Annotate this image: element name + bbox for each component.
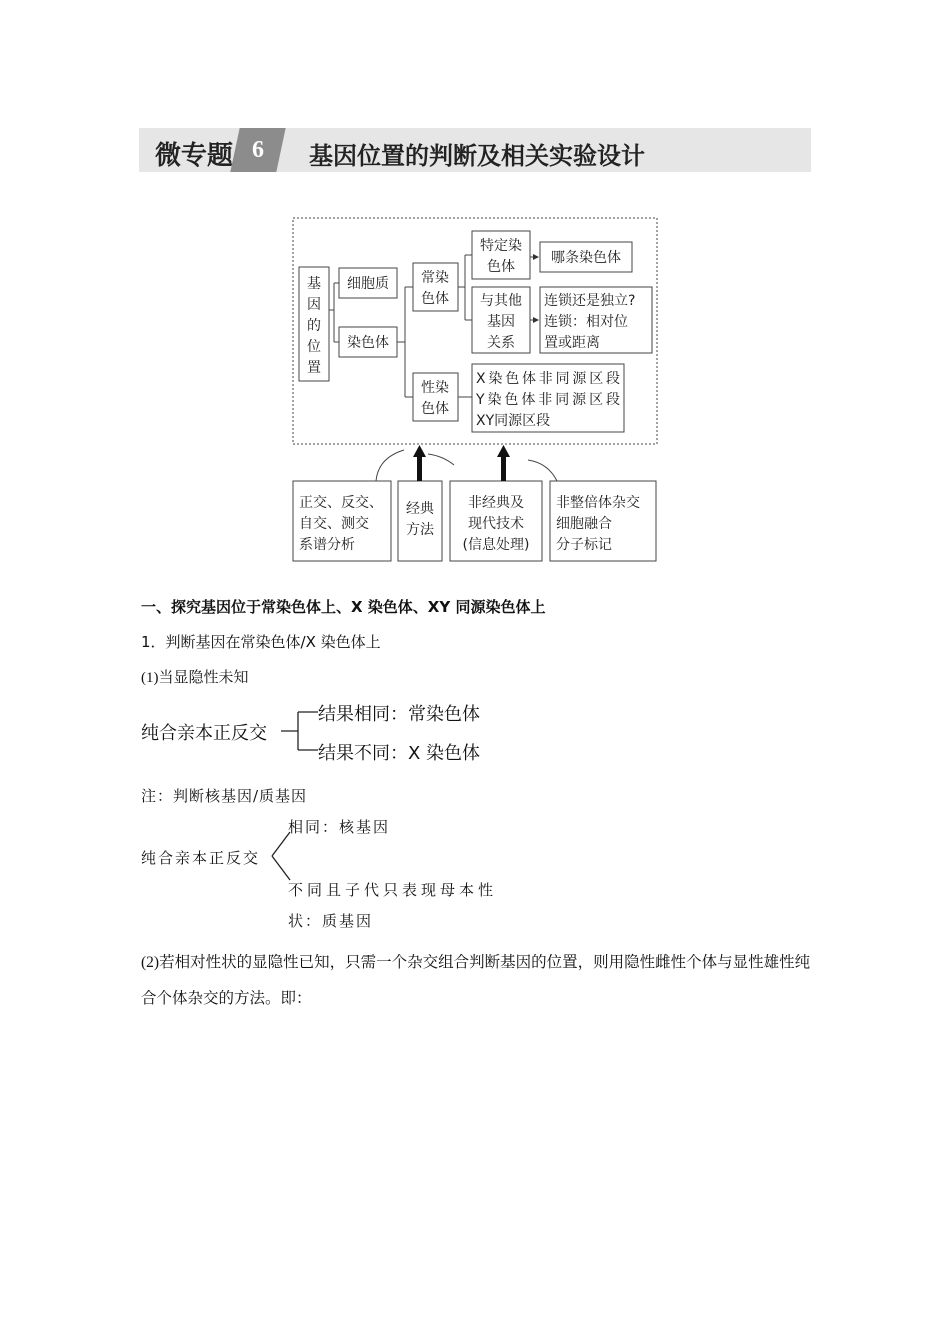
autosome-line1: 常染 [421, 270, 449, 286]
relation-line3: 关系 [487, 335, 515, 351]
section-heading: 一、探究基因位于常染色体上、X 染色体、XY 同源染色体上 [141, 598, 546, 616]
crosses-line2: 自交、测交 [299, 516, 369, 532]
crosses-line1: 正交、反交、 [299, 495, 383, 511]
nonclassic-line3: (信息处理) [462, 537, 530, 553]
chromosome-label: 染色体 [347, 335, 389, 351]
others-line1: 非整倍体杂交 [556, 495, 640, 511]
scheme2-bottom-line2: 状：质基因 [288, 912, 374, 930]
scheme1-left: 纯合亲本正反交 [141, 723, 267, 744]
scheme2-top: 相同：核基因 [288, 818, 391, 836]
others-line3: 分子标记 [556, 537, 612, 553]
method-classic-box [398, 481, 442, 561]
relation-line1: 与其他 [480, 293, 522, 309]
nonclassic-line2: 现代技术 [468, 516, 524, 532]
linkage-line1: 连锁还是独立? [544, 293, 636, 309]
banner-number: 6 [252, 137, 264, 163]
root-char-3: 的 [307, 318, 321, 334]
banner-title: 基因位置的判断及相关实验设计 [309, 142, 645, 170]
root-char-2: 因 [307, 297, 321, 313]
sex-segment-line1: X染色体非同源区段 [476, 371, 620, 387]
crosses-line3: 系谱分析 [299, 537, 355, 553]
sex-segment-line2: Y染色体非同源区段 [476, 392, 620, 408]
others-line2: 细胞融合 [556, 516, 612, 532]
sex-chrom-line2: 色体 [421, 401, 449, 417]
linkage-line2: 连锁：相对位 [544, 314, 628, 330]
scheme1-bottom: 结果不同：X 染色体 [318, 743, 481, 764]
sex-segment-line3: XY同源区段 [476, 413, 551, 429]
sex-chrom-line1: 性染 [421, 380, 449, 396]
relation-line2: 基因 [487, 314, 515, 330]
banner-label: 微专题 [155, 141, 234, 171]
nonclassic-line1: 非经典及 [468, 495, 524, 511]
cytoplasm-label: 细胞质 [347, 276, 389, 292]
case2-paragraph: (2)若相对性状的显隐性已知，只需一个杂交组合判断基因的位置，则用隐性雌性个体与显性雄性纯合个体杂交的方法。即： [141, 954, 811, 1007]
autosome-line2: 色体 [421, 291, 449, 307]
root-char-4: 位 [307, 339, 321, 355]
scheme2-left: 纯合亲本正反交 [141, 849, 261, 867]
which-chrom-label: 哪条染色体 [551, 250, 621, 266]
concept-diagram [0, 0, 950, 580]
case1-label: (1)当显隐性未知 [141, 670, 249, 686]
subsection-heading: 1．判断基因在常染色体/X 染色体上 [141, 633, 381, 651]
root-char-5: 置 [307, 360, 321, 376]
classic-line1: 经典 [406, 501, 434, 517]
linkage-line3: 置或距离 [544, 335, 600, 351]
note-label: 注：判断核基因/质基因 [141, 787, 308, 805]
root-char-1: 基 [307, 276, 321, 292]
scheme1-top: 结果相同：常染色体 [318, 704, 480, 725]
scheme2-bottom-line1: 不同且子代只表现母本性 [288, 881, 498, 899]
specific-line2: 色体 [487, 259, 515, 275]
specific-line1: 特定染 [480, 238, 522, 254]
classic-line2: 方法 [406, 522, 434, 538]
